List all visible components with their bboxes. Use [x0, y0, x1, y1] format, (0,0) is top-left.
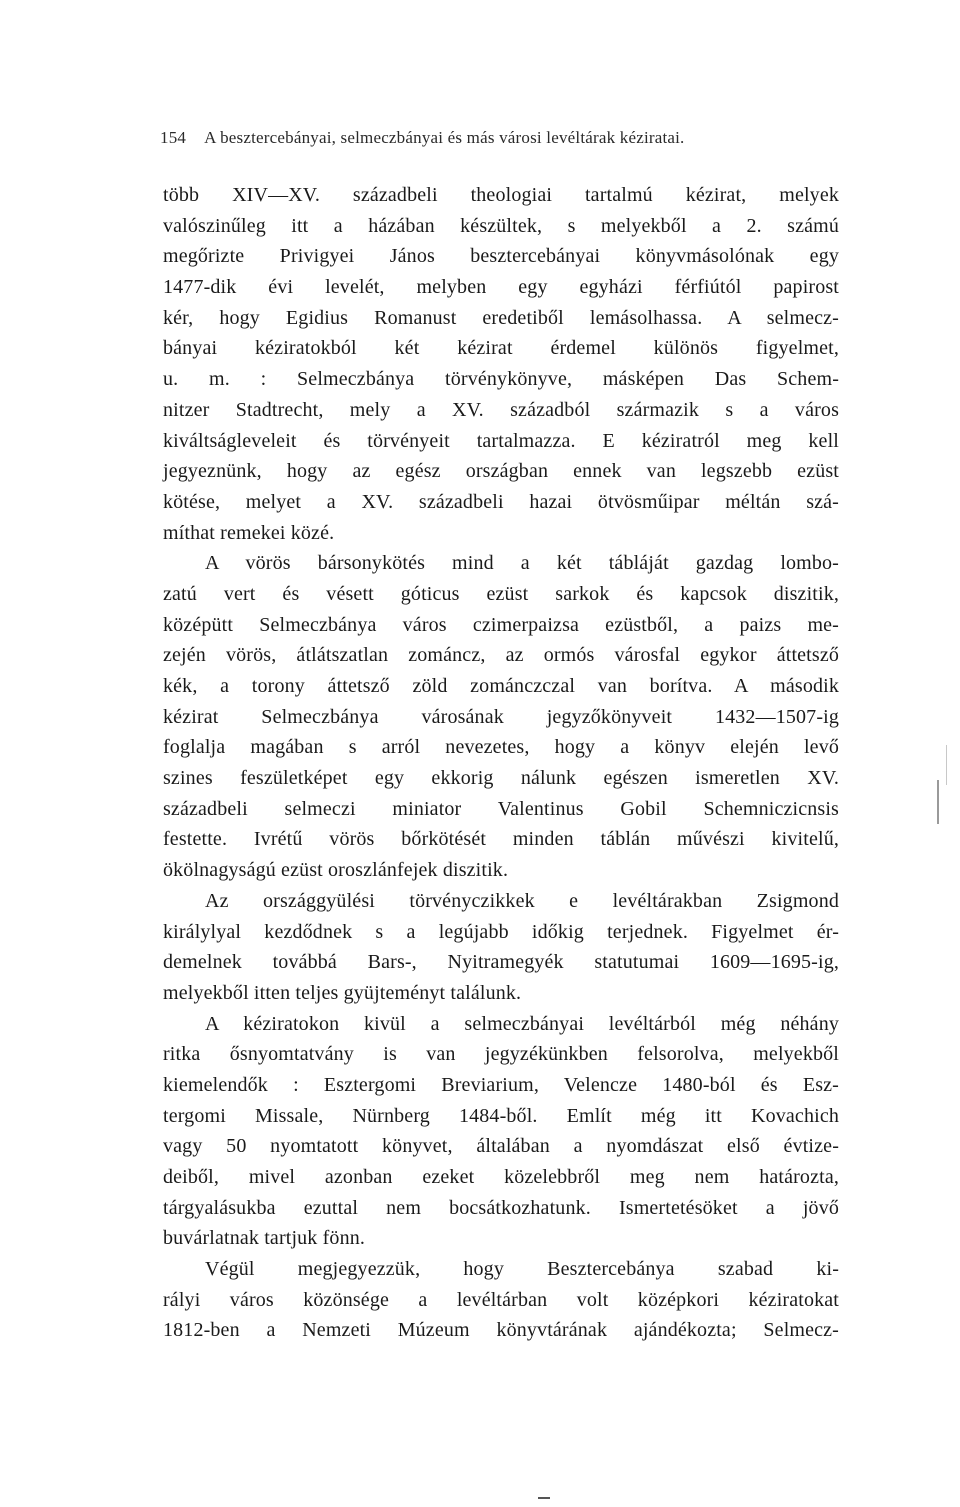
text-line: 1812-ben a Nemzeti Múzeum könyvtárának ajándékozta; Selmecz-	[163, 1319, 839, 1342]
text-line: ritka ősnyomtatvány is van jegyzékünkben felsorolva, melyekből	[163, 1043, 839, 1066]
text-line: kiváltságleveleit és törvényeit tartalmazza. E kéziratról meg kell	[163, 429, 839, 452]
text-line: buvárlatnak tartjuk fönn.	[163, 1227, 366, 1250]
text-line: kézirat Selmeczbánya városának jegyzőkönyveit 1432—1507-ig	[163, 705, 839, 728]
running-header	[160, 128, 860, 148]
text-line: deiből, mivel azonban ezeket közelebbről meg nem határozta,	[163, 1166, 839, 1188]
text-line: kiemelendők : Esztergomi Breviarium, Velencze 1480-ból és Esz-	[163, 1073, 839, 1096]
bottom-mark	[538, 1497, 550, 1499]
text-line: míthat remekei közé.	[163, 521, 335, 544]
text-line: valószinűleg itt a házában készültek, s melyekből a 2. számú	[163, 214, 839, 237]
text-line: u. m. : Selmeczbánya törvénykönyve, másképen Das Schem-	[163, 368, 839, 391]
text-line: rályi város közönsége a levéltárban volt középkori kéziratokat	[163, 1288, 839, 1311]
text-line: foglalja magában s arról nevezetes, hogy a könyv elején levő	[163, 736, 839, 759]
text-line: kér, hogy Egidius Romanust eredetiből lemásolhassa. A selmecz-	[163, 306, 839, 329]
text-line: több XIV—XV. századbeli theologiai tartalmú kézirat, melyek	[163, 184, 839, 206]
text-line: kék, a torony áttetsző zöld zománczczal van borítva. A második	[163, 675, 839, 697]
paragraph-start-line: Az országgyülési törvényczikkek e levéltárakban Zsigmond	[205, 889, 839, 912]
text-line: festette. Ivrétű vörös bőrkötését minden táblán művészi kivitelű,	[163, 828, 839, 851]
text-line: királylyal kezdődnek s a legújabb időkig terjednek. Figyelmet ér-	[163, 920, 839, 943]
text-line: bányai kéziratokból két kézirat érdemel különös figyelmet,	[163, 337, 839, 360]
text-line: megőrizte Privigyei János besztercebányai könyvmásolónak egy	[163, 245, 839, 268]
margin-mark	[937, 780, 939, 824]
text-line: szines feszületképet egy ekkorig nálunk egészen ismeretlen XV.	[163, 767, 839, 790]
text-line: 1477-dik évi levelét, melyben egy egyházi férfiútól papirost	[163, 276, 839, 299]
body-text	[163, 180, 839, 1346]
text-line: ökölnagyságú ezüst oroszlánfejek diszitik.	[163, 859, 509, 882]
page-number: 154	[160, 128, 187, 147]
text-line: tárgyalásukba ezuttal nem bocsátkozhatunk. Ismertetésöket a jövő	[163, 1196, 839, 1219]
text-line: tergomi Missale, Nürnberg 1484-ből. Említ még itt Kovachich	[163, 1104, 839, 1127]
text-line: kötése, melyet a XV. századbeli hazai ötvösműipar méltán szá-	[163, 490, 839, 513]
margin-mark	[946, 745, 947, 785]
paragraph-start-line: A vörös bársonykötés mind a két tábláját gazdag lombo-	[205, 552, 839, 575]
text-line: zatú vert és vésett góticus ezüst sarkok és kapcsok diszitik,	[163, 582, 839, 605]
running-title: A besztercebányai, selmeczbányai és más városi levéltárak kéziratai.	[204, 128, 685, 147]
paragraph-start-line: A kéziratokon kivül a selmeczbányai levéltárból még néhány	[205, 1012, 839, 1035]
text-line: középütt Selmeczbánya város czimerpaizsa ezüstből, a paizs me-	[163, 613, 839, 636]
text-line: zején vörös, átlátszatlan zománcz, az ormós városfal egykor áttetsző	[163, 644, 839, 667]
text-line: demelnek továbbá Bars-, Nyitramegyék statutumai 1609—1695-ig,	[163, 951, 839, 974]
text-line: századbeli selmeczi miniator Valentinus Gobil Schemniczicnsis	[163, 797, 839, 820]
paragraph-start-line: Végül megjegyezzük, hogy Besztercebánya szabad ki-	[205, 1258, 839, 1281]
text-line: nitzer Stadtrecht, mely a XV. századból származik s a város	[163, 398, 839, 421]
text-line: melyekből itten teljes gyüjteményt találunk.	[163, 981, 522, 1004]
text-line: jegyeznünk, hogy az egész országban ennek van legszebb ezüst	[163, 460, 839, 483]
text-line: vagy 50 nyomtatott könyvet, általában a nyomdászat első évtize-	[163, 1135, 839, 1158]
